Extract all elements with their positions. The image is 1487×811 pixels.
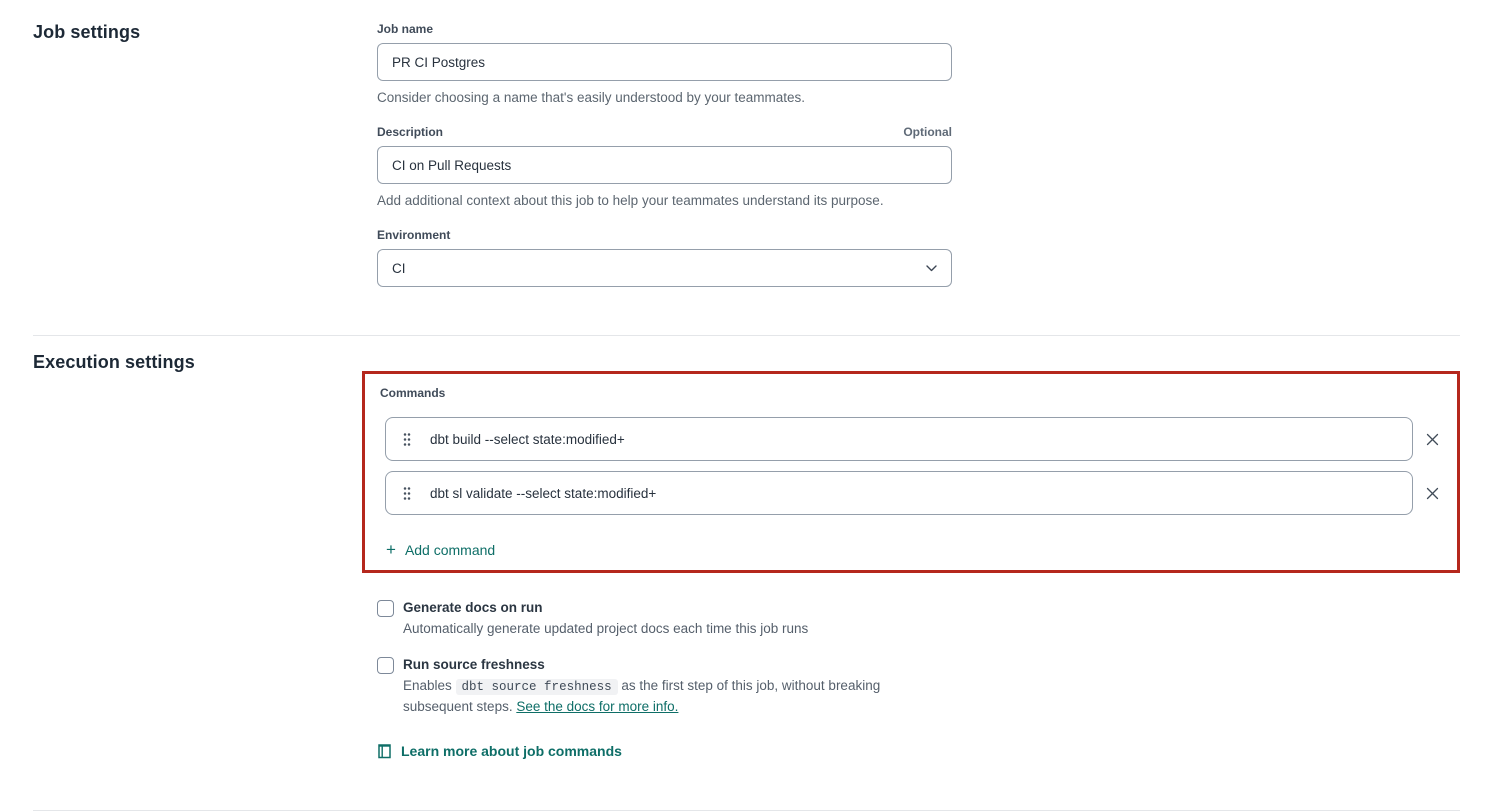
command-input[interactable] <box>385 471 1413 515</box>
command-row <box>385 471 1451 515</box>
generate-docs-group <box>377 599 1460 639</box>
job-name-group <box>377 22 952 107</box>
learn-more-link[interactable] <box>378 743 622 759</box>
freshness-code-chip: dbt source freshness <box>456 679 618 695</box>
description-helper: Add additional context about this job to help your teammates understand its purpose. <box>377 193 884 209</box>
command-row <box>385 417 1451 461</box>
generate-docs-checkbox[interactable] <box>377 600 394 617</box>
x-icon <box>1425 486 1440 501</box>
description-optional-badge: Optional <box>903 125 952 140</box>
see-docs-link[interactable]: See the docs for more info. <box>516 699 679 715</box>
run-source-freshness-description <box>403 676 948 717</box>
freshness-desc-suffix: as the first step of this job, without breaking subsequent steps. <box>403 678 881 715</box>
job-name-input[interactable] <box>377 43 952 81</box>
job-settings-section <box>33 0 1460 335</box>
command-text: dbt sl validate --select state:modified+ <box>430 485 657 501</box>
remove-command-button[interactable] <box>1413 420 1451 458</box>
environment-group <box>377 228 952 287</box>
run-source-freshness-label: Run source freshness <box>403 657 545 673</box>
command-text: dbt build --select state:modified+ <box>430 431 625 447</box>
book-icon <box>378 743 391 759</box>
description-group <box>377 125 952 210</box>
environment-label: Environment <box>377 228 451 243</box>
environment-select[interactable] <box>377 249 952 287</box>
plus-icon: + <box>386 540 396 560</box>
environment-selected-value: CI <box>392 260 406 276</box>
add-command-button[interactable] <box>386 541 495 558</box>
run-source-freshness-checkbox[interactable] <box>377 657 394 674</box>
description-input[interactable] <box>377 146 952 184</box>
commands-label: Commands <box>380 386 446 401</box>
commands-highlight-box <box>362 371 1460 573</box>
learn-more-label: Learn more about job commands <box>401 743 622 760</box>
execution-settings-heading: Execution settings <box>33 352 195 373</box>
x-icon <box>1425 432 1440 447</box>
command-input[interactable] <box>385 417 1413 461</box>
execution-settings-section <box>33 336 1460 810</box>
drag-handle-icon[interactable] <box>400 432 414 447</box>
chevron-down-icon <box>926 265 937 272</box>
add-command-label: Add command <box>404 541 496 558</box>
run-source-freshness-group <box>377 656 1460 717</box>
drag-handle-icon[interactable] <box>400 486 414 501</box>
description-label: Description <box>377 125 444 140</box>
freshness-desc-prefix: Enables <box>403 678 456 694</box>
job-name-helper: Consider choosing a name that's easily understood by your teammates. <box>377 90 806 105</box>
generate-docs-label: Generate docs on run <box>403 600 543 616</box>
job-settings-heading: Job settings <box>33 22 141 42</box>
job-name-label: Job name <box>377 22 434 36</box>
remove-command-button[interactable] <box>1413 474 1451 512</box>
generate-docs-description: Automatically generate updated project docs each time this job runs <box>403 621 809 637</box>
